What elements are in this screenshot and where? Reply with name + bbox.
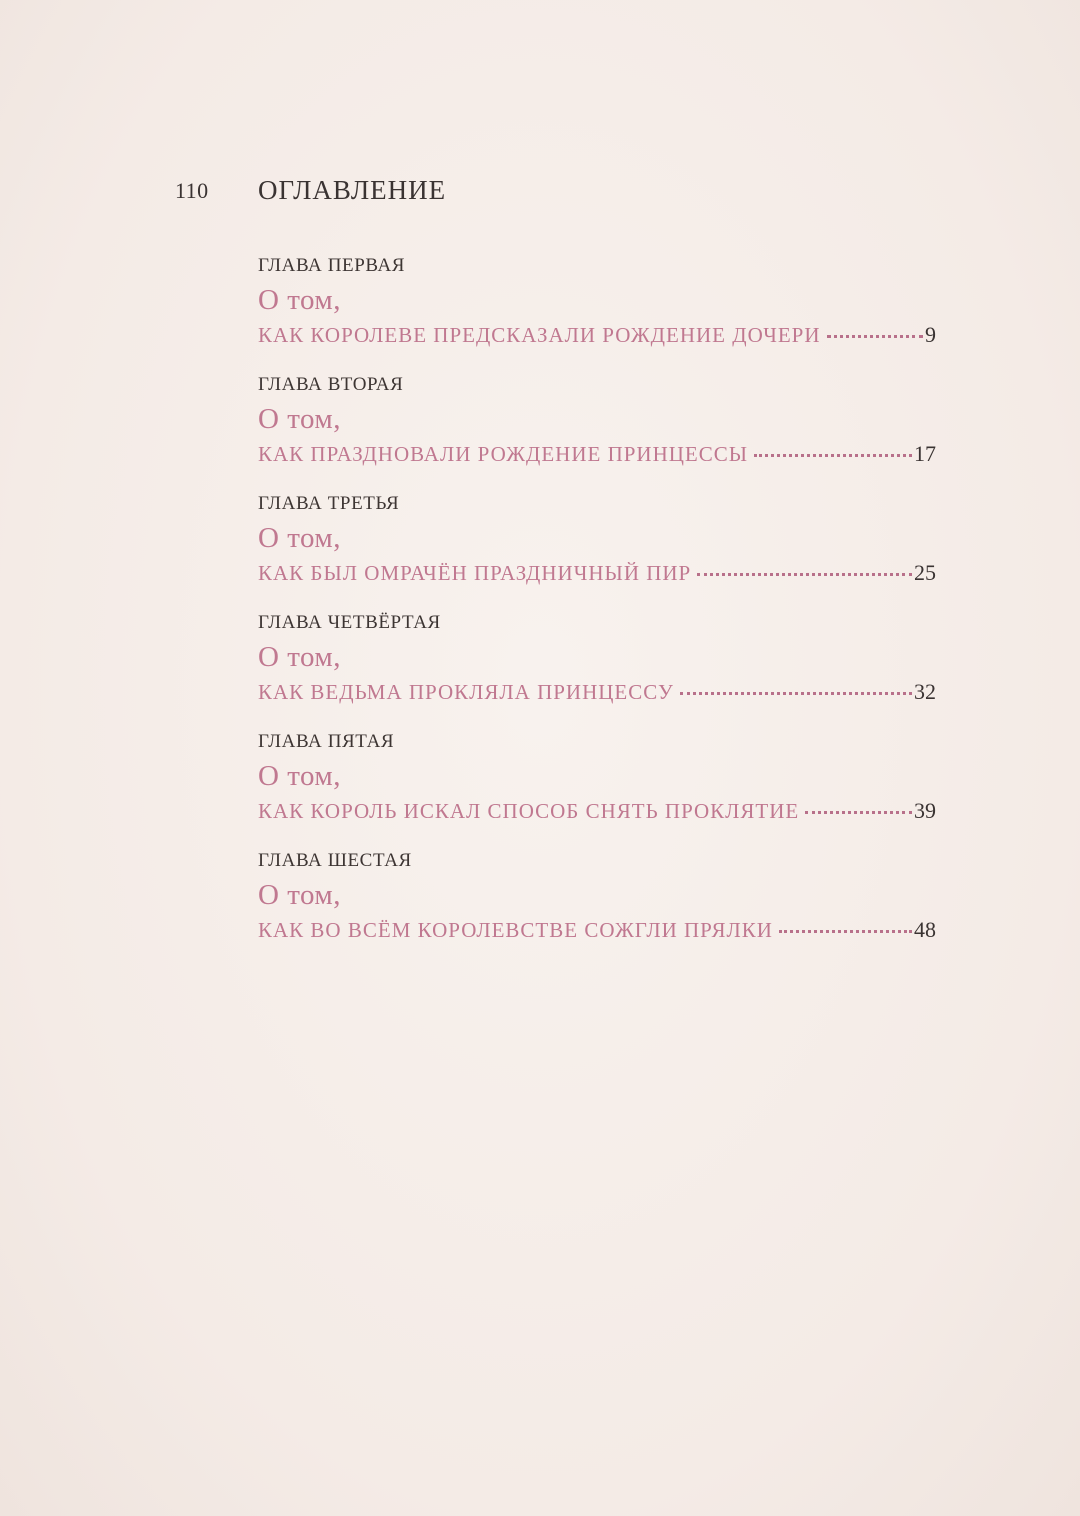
chapter-label: ГЛАВА ВТОРАЯ: [258, 374, 404, 395]
chapter-title: КАК ВО ВСЁМ КОРОЛЕВСТВЕ СОЖГЛИ ПРЯЛКИ: [258, 918, 773, 942]
toc-title: ОГЛАВЛЕНИЕ: [258, 175, 447, 205]
chapter-page-number: 32: [914, 679, 936, 704]
chapter-label: ГЛАВА ПЕРВАЯ: [258, 255, 406, 276]
chapter-intro: О том,: [258, 403, 342, 435]
entry-line: [258, 560, 936, 586]
table-of-contents: [258, 255, 936, 969]
chapter-label: ГЛАВА ШЕСТАЯ: [258, 850, 412, 871]
chapter-page-number: 9: [925, 322, 936, 347]
entry-line: [258, 441, 936, 467]
chapter-label: ГЛАВА ЧЕТВЁРТАЯ: [258, 612, 441, 633]
dot-leader: [805, 811, 912, 814]
toc-entry: [258, 731, 936, 850]
dot-leader: [827, 335, 923, 338]
page-number: 110: [175, 178, 209, 203]
dot-leader: [754, 454, 912, 457]
chapter-label: ГЛАВА ПЯТАЯ: [258, 731, 395, 752]
dot-leader: [697, 573, 912, 576]
toc-entry: [258, 850, 936, 969]
chapter-title: КАК БЫЛ ОМРАЧЁН ПРАЗДНИЧНЫЙ ПИР: [258, 561, 692, 585]
chapter-title: КАК ВЕДЬМА ПРОКЛЯЛА ПРИНЦЕССУ: [258, 680, 674, 704]
chapter-intro: О том,: [258, 760, 342, 792]
entry-line: [258, 798, 936, 824]
chapter-title: КАК КОРОЛЬ ИСКАЛ СПОСОБ СНЯТЬ ПРОКЛЯТИЕ: [258, 799, 800, 823]
chapter-page-number: 25: [914, 560, 936, 585]
dot-leader: [680, 692, 912, 695]
chapter-page-number: 17: [914, 441, 936, 466]
entry-line: [258, 322, 936, 348]
entry-line: [258, 679, 936, 705]
chapter-intro: О том,: [258, 284, 342, 316]
toc-entry: [258, 612, 936, 731]
chapter-title: КАК ПРАЗДНОВАЛИ РОЖДЕНИЕ ПРИНЦЕССЫ: [258, 442, 749, 466]
chapter-title: КАК КОРОЛЕВЕ ПРЕДСКАЗАЛИ РОЖДЕНИЕ ДОЧЕРИ: [258, 323, 821, 347]
entry-line: [258, 917, 936, 943]
chapter-label: ГЛАВА ТРЕТЬЯ: [258, 493, 400, 514]
toc-entry: [258, 374, 936, 493]
toc-entry: [258, 493, 936, 612]
chapter-page-number: 39: [914, 798, 936, 823]
chapter-intro: О том,: [258, 641, 342, 673]
chapter-intro: О том,: [258, 879, 342, 911]
chapter-page-number: 48: [914, 917, 936, 942]
toc-entry: [258, 255, 936, 374]
chapter-intro: О том,: [258, 522, 342, 554]
dot-leader: [779, 930, 912, 933]
